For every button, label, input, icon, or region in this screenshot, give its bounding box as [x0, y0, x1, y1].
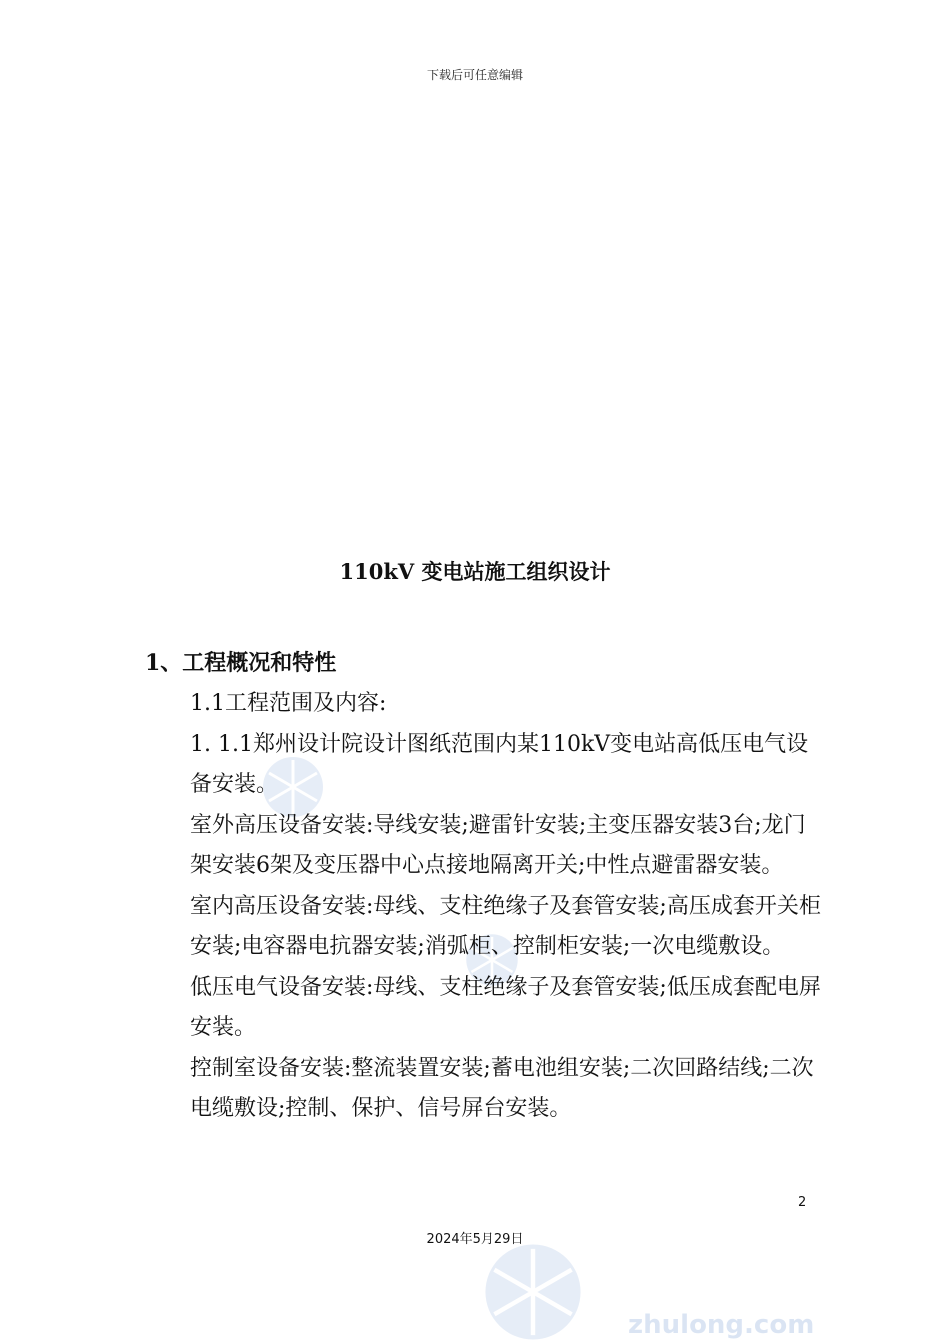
watermark-logo-icon — [478, 1240, 588, 1344]
body-text — [145, 684, 825, 1130]
paragraph: 1.1工程范围及内容: — [190, 691, 387, 716]
paragraph: 低压电气设备安装:母线、支柱绝缘子及套管安装;低压成套配电屏安装。 — [190, 974, 821, 1040]
header-note: 下载后可任意编辑 — [426, 68, 523, 82]
paragraph: 1. 1.1郑州设计院设计图纸范围内某110kV变电站高低压电气设备安装。 — [190, 731, 809, 797]
paragraph: 室内高压设备安装:母线、支柱绝缘子及套管安装;高压成套开关柜安装;电容器电抗器安装;消弧柜、控制柜安装;一次电缆敷设。 — [190, 893, 821, 959]
watermark-text: zhulong.com — [628, 1310, 815, 1340]
document-title: 110kV 变电站施工组织设计 — [339, 559, 611, 584]
section-heading: 1、工程概况和特性 — [145, 650, 337, 676]
footer-date: 2024年5月29日 — [426, 1232, 524, 1247]
page-number: 2 — [798, 1195, 807, 1210]
paragraph: 室外高压设备安装:导线安装;避雷针安装;主变压器安装3台;龙门架安装6架及变压器中心点接地隔离开关;中性点避雷器安装。 — [190, 812, 806, 878]
paragraph: 控制室设备安装:整流装置安装;蓄电池组安装;二次回路结线;二次电缆敷设;控制、保护、信号屏台安装。 — [190, 1055, 814, 1121]
